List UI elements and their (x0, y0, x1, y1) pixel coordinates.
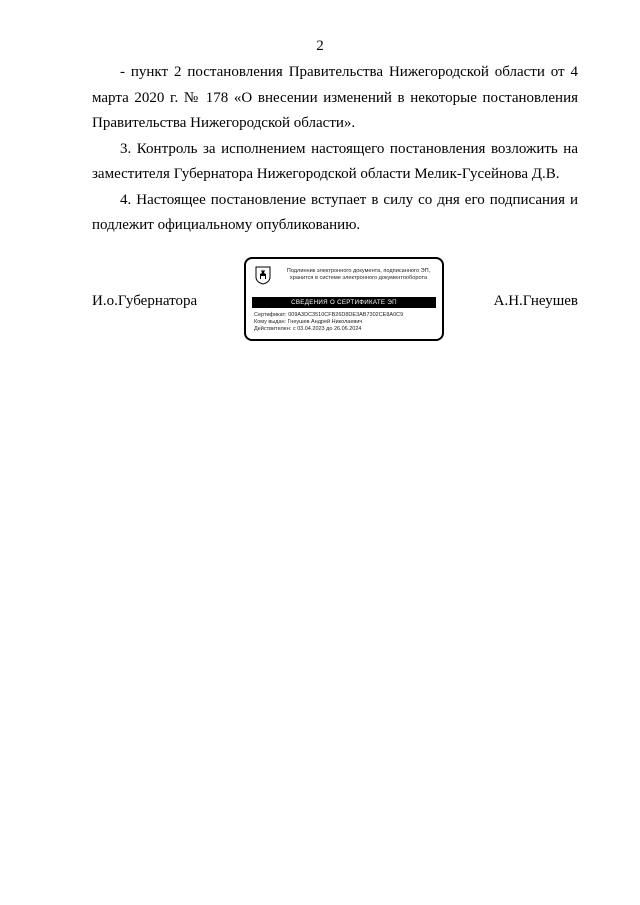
document-body (92, 60, 578, 239)
signatory-position: И.о.Губернатора (92, 293, 198, 309)
stamp-header-line-1: Подлинник электронного документа, подписанного ЭП, (286, 268, 431, 274)
paragraph-1: - пункт 2 постановления Правительства Нижегородской области от 4 марта 2020 г. № 178 «О внесении изменений в некоторые постановления Правительства Нижегородской области». (92, 64, 578, 131)
coat-of-arms-icon (255, 266, 271, 285)
stamp-certificate: Сертификат: 009A3DC3510CFB26D8DE3AB7302CE8A0C9 (254, 312, 404, 318)
stamp-issued-to: Кому выдан: Гнеушев Андрей Николаевич (254, 319, 363, 326)
stamp-info (254, 312, 440, 334)
page-number: 2 (316, 38, 324, 54)
paragraph-2: 3. Контроль за исполнением настоящего постановления возложить на заместителя Губернатора Нижегородской области Мелик-Гусейнова Д.В. (92, 140, 578, 182)
digital-signature-stamp (244, 257, 444, 341)
signatory-name: А.Н.Гнеушев (493, 293, 578, 309)
stamp-valid: Действителен: с 03.04.2023 до 26.06.2024 (254, 326, 362, 333)
paragraph-3: 4. Настоящее постановление вступает в силу со дня его подписания и подлежит официальному опубликованию. (92, 191, 578, 233)
stamp-header-line-2: хранится в системе электронного документооборота (289, 275, 428, 281)
stamp-title: СВЕДЕНИЯ О СЕРТИФИКАТЕ ЭП (252, 297, 436, 308)
stamp-header (276, 268, 441, 282)
